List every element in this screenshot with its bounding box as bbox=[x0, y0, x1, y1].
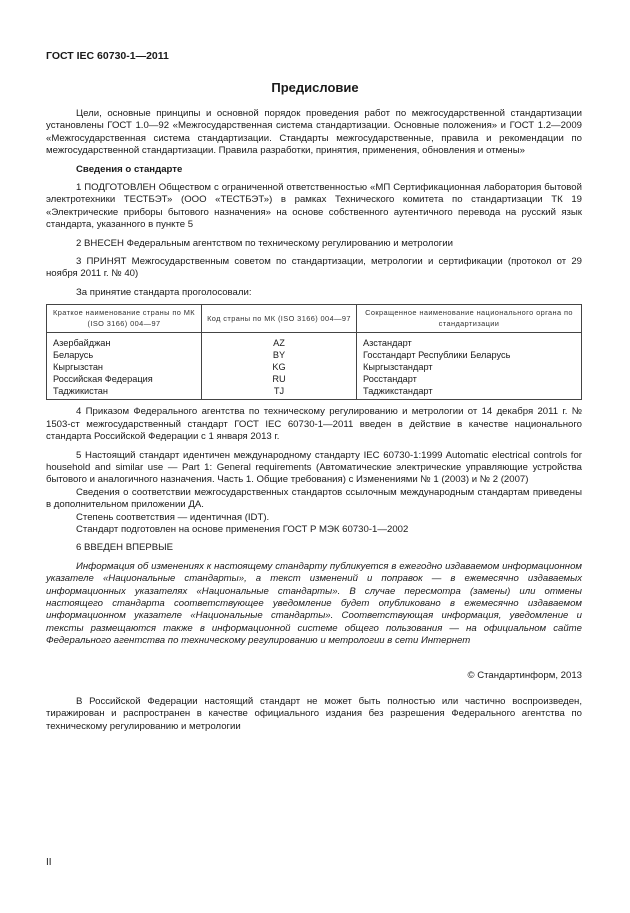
item-5-compliance: Сведения о соответствии межгосударственных стандартов ссылочным международным стандартам приведены в дополнительном приложении ДА. bbox=[46, 486, 582, 511]
table-cell: Азстандарт bbox=[357, 333, 582, 350]
item-2: 2 ВНЕСЕН Федеральным агентством по техническому регулированию и метрологии bbox=[76, 237, 454, 249]
page-title: Предисловие bbox=[271, 80, 359, 95]
intro-paragraph: Цели, основные принципы и основной порядок проведения работ по межгосударственной стандартизации установлены ГОСТ 1.0—92 «Межгосударственная система стандартизации. Основные положения» и ГОСТ 1.2—2009 «Межгосударственная система стандартизации. Стандарты межгосударственные, правила и рекомендации по межгосударственной стандартизации. Правила разработки, принятия, применения, обновления и отмены» bbox=[46, 108, 582, 157]
table-cell: KG bbox=[202, 361, 357, 373]
table-cell: Госстандарт Республики Беларусь bbox=[357, 349, 582, 361]
item-1: 1 ПОДГОТОВЛЕН Обществом с ограниченной ответственностью «МП Сертификационная лаборатория бытовой электротехники ТЕСТБЭТ» (ООО «ТЕСТБЭТ») в рамках Технического комитета по стандартизации ТК 19 «Электрические приборы бытового назначения» на основе собственного аутентичного перевода на русский язык стандарта, указанного в пункте 5 bbox=[46, 182, 582, 231]
table-cell: Таджикстандарт bbox=[357, 385, 582, 400]
item-5-basis: Стандарт подготовлен на основе применения ГОСТ Р МЭК 60730-1—2002 bbox=[76, 523, 409, 535]
item-6: 6 ВВЕДЕН ВПЕРВЫЕ bbox=[76, 542, 174, 554]
changes-notice: Информация об изменениях к настоящему стандарту публикуется в ежегодно издаваемом информационном указателе «Национальные стандарты», а текст изменений и поправок — в ежемесячно издаваемых информационных указателях «Национальные стандарты». В случае пересмотра (замены) или отмены настоящего стандарта соответствующее уведомление будет опубликовано в ежемесячно издаваемом информационном указателе «Национальные стандарты». Соответствующая информация, уведомление и тексты размещаются также в информационной системе общего пользования — на официальном сайте Федерального агентства по техническому регулированию и метрологии в сети Интернет bbox=[46, 560, 582, 647]
table-row bbox=[47, 361, 582, 373]
page-number: II bbox=[46, 857, 52, 868]
table-cell: Кыргызстан bbox=[47, 361, 202, 373]
table-cell: Росстандарт bbox=[357, 373, 582, 385]
document-code-header: ГОСТ IEC 60730-1—2011 bbox=[46, 50, 169, 62]
table-cell: TJ bbox=[202, 385, 357, 400]
table-header-body: Сокращенное наименование национального органа по стандартизации bbox=[357, 305, 582, 333]
table-row bbox=[47, 385, 582, 400]
table-cell: Азербайджан bbox=[47, 333, 202, 350]
table-row bbox=[47, 349, 582, 361]
item-5-degree: Степень соответствия — идентичная (IDT). bbox=[76, 511, 270, 523]
table-row bbox=[47, 333, 582, 350]
document-body bbox=[46, 108, 582, 733]
item-5: 5 Настоящий стандарт идентичен международному стандарту IEC 60730-1:1999 Automatic electrical controls for household and similar use — Part 1: General requirements (Автоматические электрические управляющие устройства бытового и аналогичного назначения. Часть 1. Общие требования) с Изменениями № 1 (2003) и № 2 (2007) bbox=[46, 449, 582, 486]
item-4: 4 Приказом Федерального агентства по техническому регулированию и метрологии от 14 декабря 2011 г. № 1503-ст межгосударственный стандарт ГОСТ IEC 60730-1—2011 введен в действие в качестве национального стандарта Российской Федерации с 1 января 2013 г. bbox=[46, 406, 582, 443]
table-cell: BY bbox=[202, 349, 357, 361]
table-cell: AZ bbox=[202, 333, 357, 350]
table-header-code: Код страны по МК (ISO 3166) 004—97 bbox=[202, 305, 357, 333]
table-cell: Таджикистан bbox=[47, 385, 202, 400]
rights-paragraph: В Российской Федерации настоящий стандарт не может быть полностью или частично воспроизведен, тиражирован и распространен в качестве официального издания без разрешения Федерального агентства по техническому регулированию и метрологии bbox=[46, 696, 582, 732]
table-header-country: Краткое наименование страны по МК (ISO 3166) 004—97 bbox=[47, 305, 202, 333]
item-3: 3 ПРИНЯТ Межгосударственным советом по стандартизации, метрологии и сертификации (протокол от 29 ноября 2011 г. № 40) bbox=[46, 256, 582, 280]
table-row bbox=[47, 373, 582, 385]
voting-table bbox=[46, 304, 582, 400]
table-cell: Кыргызстандарт bbox=[357, 361, 582, 373]
table-cell: Беларусь bbox=[47, 349, 202, 361]
table-cell: Российская Федерация bbox=[47, 373, 202, 385]
vote-intro: За принятие стандарта проголосовали: bbox=[76, 286, 252, 298]
table-cell: RU bbox=[202, 373, 357, 385]
section-title: Сведения о стандарте bbox=[76, 163, 183, 175]
copyright-line: © Стандартинформ, 2013 bbox=[467, 669, 582, 681]
